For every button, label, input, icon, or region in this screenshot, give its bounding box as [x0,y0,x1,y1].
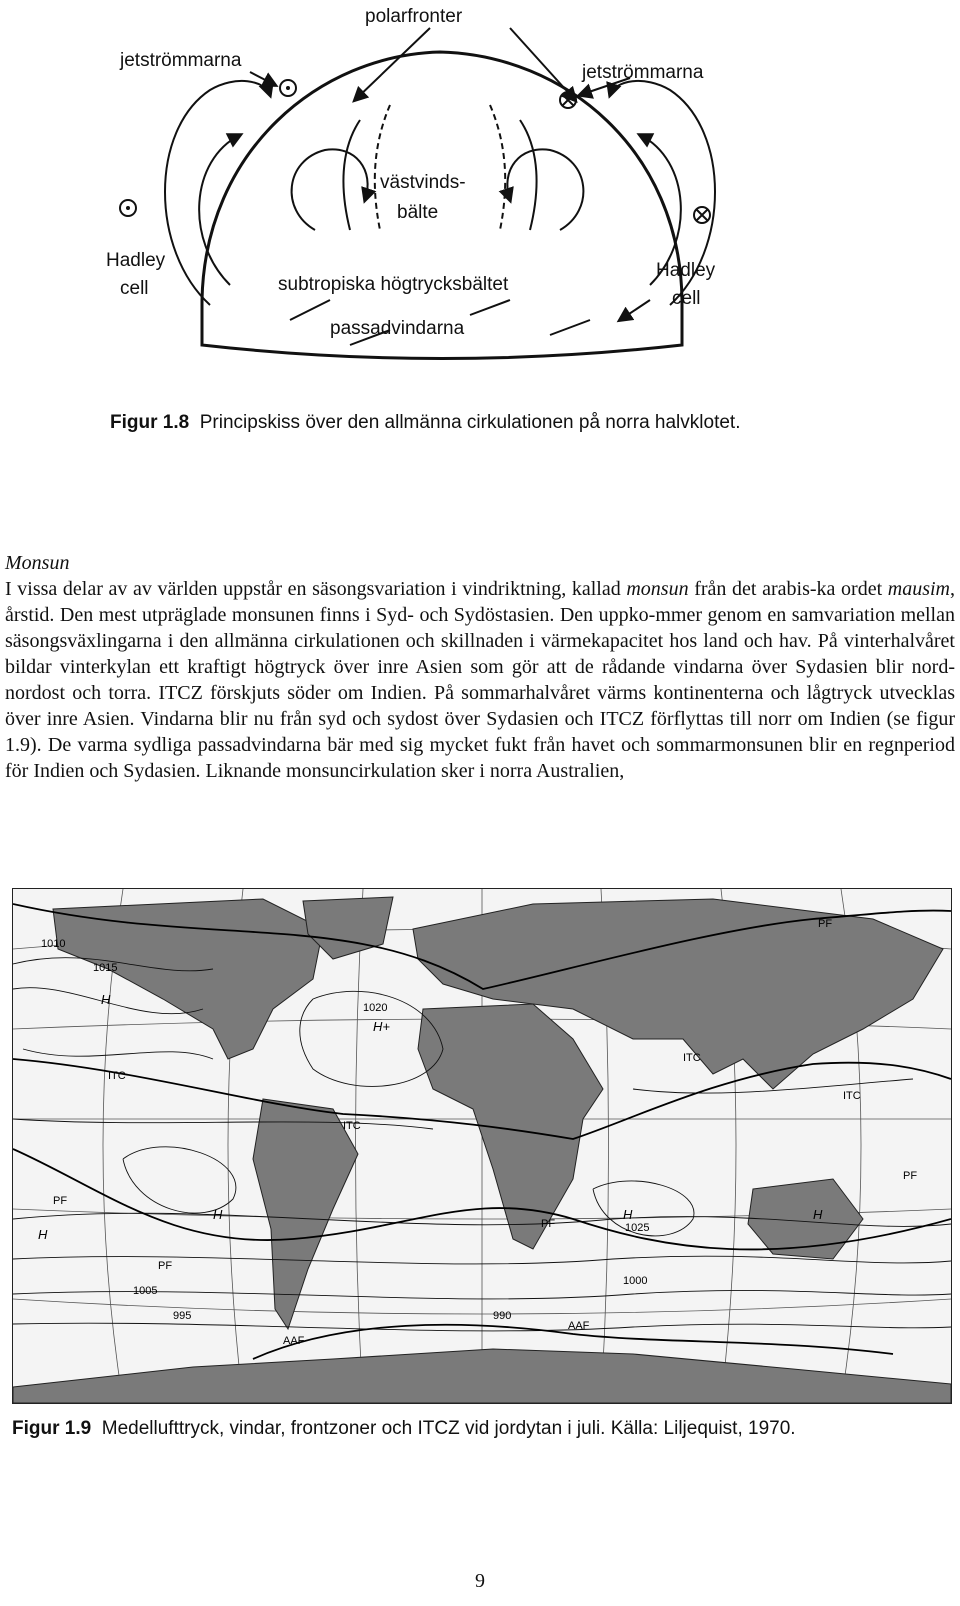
map-label-isobar-1010: 1010 [41,938,66,950]
label-westerly-belt-2: bälte [397,202,439,223]
map-label-isobar-1005: 1005 [133,1285,158,1297]
map-label-isobar-1000: 1000 [623,1275,648,1287]
label-hadley-right-1: Hadley [656,260,716,281]
map-label-high-natl: H+ [373,1019,390,1034]
section-heading: Monsun [5,552,70,574]
map-label-isobar-1020: 1020 [363,1002,388,1014]
map-label-high-aus: H [813,1207,823,1222]
term-monsun: monsun [626,578,689,600]
map-label-high-spac: H [213,1207,223,1222]
label-subtropical-high: subtropiska högtrycksbältet [278,274,509,295]
antarctica [13,1349,951,1403]
westerly-swirl-right [507,149,583,230]
map-label-itcz-pacific: ITC [843,1090,861,1102]
map-label-pf-northeast: PF [818,918,833,930]
map-label-pf-south: PF [158,1260,173,1272]
map-label-isobar-990: 990 [493,1310,512,1322]
term-mausim: mausim [887,578,950,600]
label-hadley-left-1: Hadley [106,250,166,271]
hemisphere-outline [202,52,682,359]
map-label-pf-indian: PF [541,1218,556,1230]
map-label-pf-southwest: PF [53,1195,68,1207]
page-number: 9 [475,1570,485,1592]
label-hadley-left-2: cell [120,278,149,299]
circulation-diagram [90,0,750,400]
map-label-itcz-west: ITC [108,1070,126,1082]
polar-front-arrow-left [355,28,430,100]
map-label-aaf-2: AAF [568,1320,590,1332]
figure-1-8-caption-label: Figur 1.8 [110,412,190,433]
south-america [253,1099,358,1329]
label-jetstreams-right: jetströmmarna [582,62,704,83]
paragraph-part-3: , årstid. Den mest utpräglade monsunen finns i Syd- och Sydöstasien. Den uppko-mmer genom en samvariation mellan säsongsväxlingarna i den allmänna cirkulationen och skillnaden i värmekapacitet hos land och hav. På vinterhalvåret bildar vinterkylan ett kraftigt högtryck över inre Asien som gör att de rådande vindarna över Sydasien blir nord-nordost och torra. ITCZ förskjuts söder om Indien. På sommarhalvåret värms kontinenterna och lågtryck utvecklas över inre Asien. Vindarna blir nu från syd och sydost över Sydasien och ITCZ förflyttas till norr om Indien (se figur 1.9). De varma sydliga passadvindarna bär med sig mycket fukt från havet och sommarmonsunen blir en regnperiod för Indien och Sydasien. Liknande monsuncirkulation sker i norra Australien, [5,578,955,782]
map-label-isobar-995: 995 [173,1310,192,1322]
map-label-high-sindian: H [623,1207,633,1222]
figure-1-8-diagram [90,0,750,400]
figure-1-9-world-map [12,888,952,1404]
label-polarfronter: polarfronter [365,6,463,27]
map-label-high-satl: H [38,1227,48,1242]
label-hadley-right-2: cell [672,288,701,309]
figure-1-9-caption-label: Figur 1.9 [12,1418,92,1439]
map-label-high-sindian-value: 1025 [625,1222,650,1234]
label-jetstreams-left: jetströmmarna [120,50,242,71]
map-label-isobar-1015: 1015 [93,962,118,974]
north-america [53,899,323,1059]
figure-1-9-caption-text: Medellufttryck, vindar, frontzoner och ITCZ vid jordytan i juli. Källa: Liljequist, 1970. [101,1418,796,1439]
label-trade-winds: passadvindarna [330,318,465,339]
paragraph-part-2: från det arabis-ka ordet [688,578,888,600]
map-label-aaf-1: AAF [283,1335,305,1347]
map-label-itcz-east: ITC [683,1052,701,1064]
westerly-swirl-left [292,149,368,230]
figure-1-9-caption [12,1418,952,1440]
paragraph-part-1: I vissa delar av av världen uppstår en säsongsvariation i vindriktning, kallad [5,578,627,600]
jet-out-symbol-left [120,80,296,216]
label-westerly-belt-1: västvinds- [380,172,466,193]
figure-1-8-caption [110,410,770,436]
polar-front-arrow-right [510,28,575,100]
figure-1-8-caption-text: Principskiss över den allmänna cirkulationen på norra halvklotet. [199,412,741,433]
map-label-pf-east: PF [903,1170,918,1182]
world-pressure-map [13,889,951,1403]
map-label-itcz-atlantic: ITC [343,1120,361,1132]
monsoon-section [5,550,955,784]
map-label-high-npac: H [101,992,111,1007]
section-paragraph [5,576,955,784]
